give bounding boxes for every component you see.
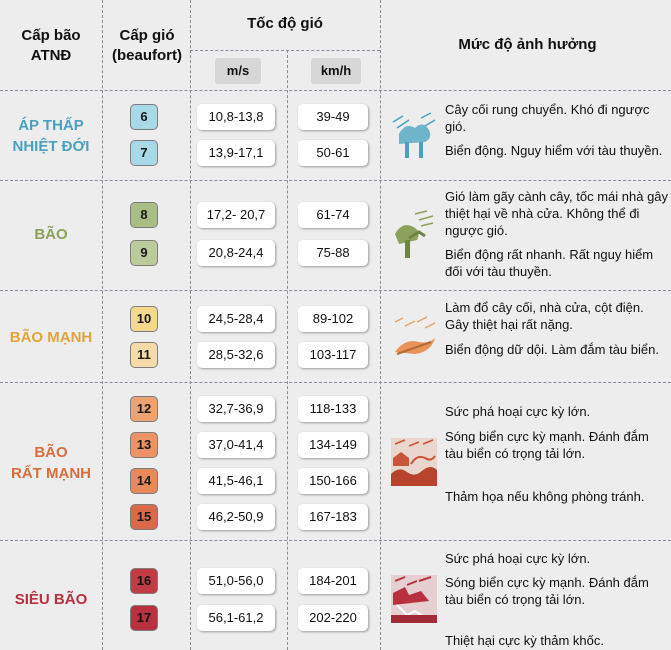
divider-row0 bbox=[0, 90, 671, 91]
category-storm: BÃO bbox=[34, 226, 68, 243]
impact-text: Gió làm gãy cành cây, tốc mái nhà gây thiệt hại về nhà cửa. Không thể đi ngược gió. bbox=[445, 189, 669, 238]
beaufort-level: 11 bbox=[130, 342, 158, 368]
impact-text: Thiệt hại cực kỳ thảm khốc. bbox=[445, 633, 604, 648]
impact-text: Sóng biển cực kỳ mạnh. Đánh đắm tàu biển có trọng tải lớn. bbox=[445, 429, 649, 461]
category-strong-storm: BÃO MẠNH bbox=[9, 329, 93, 346]
speed-ms: 17,2- 20,7 bbox=[197, 202, 275, 228]
speed-kmh: 167-183 bbox=[298, 504, 368, 530]
impact-text: Làm đổ cây cối, nhà cửa, cột điện. Gây thiệt hại rất nặng. bbox=[445, 300, 644, 332]
beaufort-level: 14 bbox=[130, 468, 158, 494]
beaufort-level: 12 bbox=[130, 396, 158, 422]
speed-ms: 51,0-56,0 bbox=[197, 568, 275, 594]
category-super-typhoon: SIÊU BÃO bbox=[14, 591, 88, 608]
beaufort-level: 16 bbox=[130, 568, 158, 594]
tree-wind-icon bbox=[391, 112, 437, 160]
header-beaufort-line2: (beaufort) bbox=[112, 47, 182, 64]
speed-kmh: 50-61 bbox=[298, 140, 368, 166]
impact-text: Sức phá hoại cực kỳ lớn. bbox=[445, 404, 591, 419]
speed-kmh: 89-102 bbox=[298, 306, 368, 332]
impact-text: Thảm họa nếu không phòng tránh. bbox=[445, 489, 645, 504]
beaufort-level: 10 bbox=[130, 306, 158, 332]
header-category-line2: ATNĐ bbox=[30, 47, 72, 64]
divider-row1 bbox=[0, 180, 671, 181]
speed-kmh: 184-201 bbox=[298, 568, 368, 594]
beaufort-level: 15 bbox=[130, 504, 158, 530]
speed-kmh: 202-220 bbox=[298, 605, 368, 631]
impact-text: Biển động rất nhanh. Rất nguy hiểm đối với tàu thuyền. bbox=[445, 247, 654, 279]
divider-col4 bbox=[380, 0, 381, 650]
beaufort-level: 13 bbox=[130, 432, 158, 458]
category-tropical-depression bbox=[0, 115, 102, 157]
category-line: RẤT MẠNH bbox=[11, 465, 91, 482]
speed-ms: 13,9-17,1 bbox=[197, 140, 275, 166]
speed-ms: 37,0-41,4 bbox=[197, 432, 275, 458]
beaufort-level: 17 bbox=[130, 605, 158, 631]
speed-kmh: 61-74 bbox=[298, 202, 368, 228]
category-line: ÁP THẤP bbox=[18, 117, 84, 134]
category-very-strong-storm bbox=[0, 442, 102, 484]
header-speed: Tốc độ gió bbox=[247, 15, 323, 32]
divider-col3 bbox=[287, 50, 288, 650]
beaufort-level: 6 bbox=[130, 104, 158, 130]
speed-ms: 32,7-36,9 bbox=[197, 396, 275, 422]
wave-house-icon bbox=[391, 438, 437, 486]
speed-ms: 46,2-50,9 bbox=[197, 504, 275, 530]
speed-kmh: 75-88 bbox=[298, 240, 368, 266]
impact-text: Biển động. Nguy hiểm với tàu thuyền. bbox=[445, 143, 663, 158]
divider-row3 bbox=[0, 382, 671, 383]
header-category-line1: Cấp bão bbox=[21, 27, 81, 44]
speed-ms: 28,5-32,6 bbox=[197, 342, 275, 368]
divider-row2 bbox=[0, 290, 671, 291]
divider-col1 bbox=[102, 0, 103, 650]
speed-ms: 56,1-61,2 bbox=[197, 605, 275, 631]
divider-col2 bbox=[190, 0, 191, 650]
header-impact: Mức độ ảnh hưởng bbox=[458, 36, 597, 53]
impact-text: Biển động dữ dội. Làm đắm tàu biển. bbox=[445, 342, 659, 357]
fallen-tree-icon bbox=[391, 316, 437, 360]
speed-ms: 41,5-46,1 bbox=[197, 468, 275, 494]
header-unit-ms: m/s bbox=[215, 58, 261, 84]
speed-kmh: 103-117 bbox=[298, 342, 368, 368]
speed-kmh: 150-166 bbox=[298, 468, 368, 494]
impact-text: Sóng biển cực kỳ mạnh. Đánh đắm tàu biển có trọng tải lớn. bbox=[445, 575, 649, 607]
header-category bbox=[0, 26, 102, 66]
divider-row4 bbox=[0, 540, 671, 541]
broken-tree-icon bbox=[391, 210, 437, 260]
speed-ms: 10,8-13,8 bbox=[197, 104, 275, 130]
header-unit-kmh: km/h bbox=[311, 58, 361, 84]
beaufort-level: 7 bbox=[130, 140, 158, 166]
speed-kmh: 118-133 bbox=[298, 396, 368, 422]
beaufort-level: 9 bbox=[130, 240, 158, 266]
speed-kmh: 39-49 bbox=[298, 104, 368, 130]
speed-kmh: 134-149 bbox=[298, 432, 368, 458]
impact-text: Cây cối rung chuyển. Khó đi ngược gió. bbox=[445, 102, 650, 134]
category-line: NHIỆT ĐỚI bbox=[12, 138, 90, 155]
speed-ms: 20,8-24,4 bbox=[197, 240, 275, 266]
header-beaufort-line1: Cấp gió bbox=[119, 27, 175, 44]
impact-text: Sức phá hoại cực kỳ lớn. bbox=[445, 551, 591, 566]
divider-speed-header bbox=[190, 50, 380, 51]
destruction-icon bbox=[391, 575, 437, 623]
speed-ms: 24,5-28,4 bbox=[197, 306, 275, 332]
beaufort-level: 8 bbox=[130, 202, 158, 228]
category-line: BÃO bbox=[34, 444, 68, 461]
header-beaufort bbox=[102, 26, 192, 66]
